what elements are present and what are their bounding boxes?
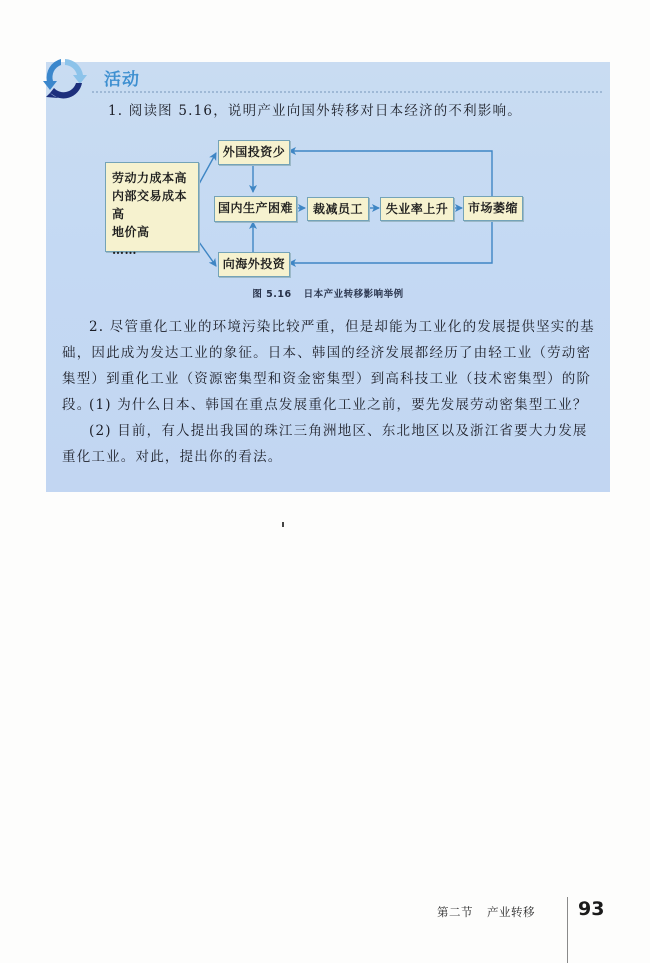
node-causes: [105, 162, 199, 257]
node-unemployment-rise: 失业率上升: [380, 197, 454, 221]
cause-land-price: 地价高: [112, 225, 150, 239]
page-number: 93: [578, 898, 605, 920]
question-1: 1. 阅读图 5.16，说明产业向国外转移对日本经济的不利影响。: [108, 103, 522, 119]
figure-number: 图 5.16: [252, 289, 292, 300]
activity-title: 活动: [104, 70, 140, 90]
node-overseas-investment: 向海外投资: [218, 252, 290, 277]
dotted-divider: [92, 91, 602, 93]
sub-question-2: (2) 目前，有人提出我国的珠江三角洲地区、东北地区以及浙江省要大力发展重化工业。对此，提出你的看法。: [62, 423, 588, 465]
footer-section-title: 产业转移: [487, 905, 535, 919]
activity-header: [46, 62, 610, 100]
cause-transaction-cost: 内部交易成本高: [112, 189, 188, 221]
footer-divider: [567, 897, 568, 963]
node-layoffs: 裁减员工: [307, 197, 369, 221]
sub-question-1: (1) 为什么日本、韩国在重点发展重化工业之前，要先发展劳动密集型工业？: [89, 397, 588, 413]
figure-caption: [46, 286, 610, 300]
activity-box: [46, 62, 610, 492]
question-2: 2. 尽管重化工业的环境污染比较严重，但是却能为工业化的发展提供坚实的基础，因此成为发达工业的象征。日本、韩国的经济发展都经历了由轻工业（劳动密集型）到重化工业（资源密集型和资金密集型）到高科技工业（技术密集型）的阶段。: [62, 319, 595, 413]
footer-section-number: 第二节: [437, 905, 473, 919]
node-foreign-investment-low: 外国投资少: [218, 140, 290, 165]
cause-labor-cost: 劳动力成本高: [112, 171, 188, 185]
cycle-arrows-icon: [40, 53, 90, 103]
cause-ellipsis: ……: [112, 243, 137, 257]
print-speck: [282, 522, 284, 527]
running-footer: [437, 904, 535, 920]
figure-title: 日本产业转移影响举例: [303, 289, 404, 300]
node-market-shrink: 市场萎缩: [463, 196, 523, 221]
node-domestic-production-difficult: 国内生产困难: [214, 196, 297, 222]
